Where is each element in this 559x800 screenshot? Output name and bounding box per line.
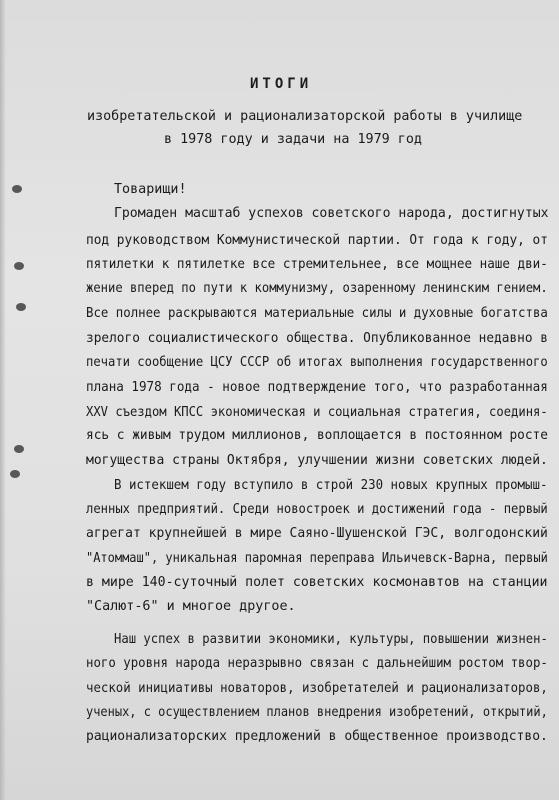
- paragraph-line: "Атоммаш", уникальная паромная переправа Ильичевск-Варна, первый: [86, 551, 548, 566]
- punch-hole-mark: [10, 470, 20, 478]
- paragraph-line: агрегат крупнейшей в мире Саяно-Шушенской ГЭС, волгодонский: [86, 526, 548, 541]
- paragraph-line: ного уровня народа неразрывно связан с дальнейшим ростом твор-: [86, 656, 548, 671]
- paragraph-line: ленных предприятий. Среди новостроек и достижений года - первый: [86, 502, 548, 517]
- paragraph-line: пятилетки к пятилетке все стремительнее, все мощнее наше дви-: [86, 257, 548, 272]
- paragraph-line: жение вперед по пути к коммунизму, озаренному ленинским гением.: [86, 281, 548, 296]
- paragraph-line: XXV съездом КПСС экономическая и социальная стратегия, соединя-: [86, 405, 548, 420]
- paragraph-line: под руководством Коммунистической партии. От года к году, от: [86, 233, 548, 248]
- punch-hole-mark: [12, 185, 22, 193]
- paragraph-line: Все полнее раскрываются материальные силы и духовные богатства: [86, 306, 548, 321]
- subtitle-line: в 1978 году и задачи на 1979 год: [164, 132, 422, 147]
- paragraph-line: плана 1978 года - новое подтверждение того, что разработанная: [86, 380, 548, 395]
- paragraph-line: печати сообщение ЦСУ СССР об итогах выполнения государственного: [86, 355, 548, 370]
- punch-hole-mark: [16, 303, 26, 311]
- paragraph-line: зрелого социалистического общества. Опубликованное недавно в: [86, 331, 548, 346]
- document-title: ИТОГИ: [250, 76, 313, 92]
- paragraph-line: ясь с живым трудом миллионов, воплощается в постоянном росте: [86, 428, 548, 443]
- paragraph-line: "Салют-6" и многое другое.: [86, 599, 296, 614]
- punch-hole-mark: [14, 445, 24, 453]
- paragraph-line: ученых, с осуществлением планов внедрения изобретений, открытий,: [86, 705, 548, 720]
- paragraph-line: Громаден масштаб успехов советского народа, достигнутых: [114, 206, 549, 221]
- paragraph-line: могущества страны Октября, улучшении жизни советских людей.: [86, 453, 548, 468]
- paragraph-line: В истекшем году вступило в строй 230 новых крупных промыш-: [114, 478, 548, 493]
- paragraph-line: Наш успех в развитии экономики, культуры, повышении жизнен-: [114, 632, 548, 647]
- page-edge-shadow: [0, 0, 6, 800]
- greeting: Товарищи!: [114, 182, 187, 197]
- paragraph-line: рационализаторских предложений в общественное производство.: [86, 729, 548, 744]
- subtitle-line: изобретательской и рационализаторской работы в училище: [87, 109, 523, 124]
- punch-hole-mark: [14, 262, 24, 270]
- paragraph-line: ческой инициативы новаторов, изобретателей и рационализаторов,: [86, 681, 548, 696]
- paragraph-line: в мире 140-суточный полет советских космонавтов на станции: [86, 575, 548, 590]
